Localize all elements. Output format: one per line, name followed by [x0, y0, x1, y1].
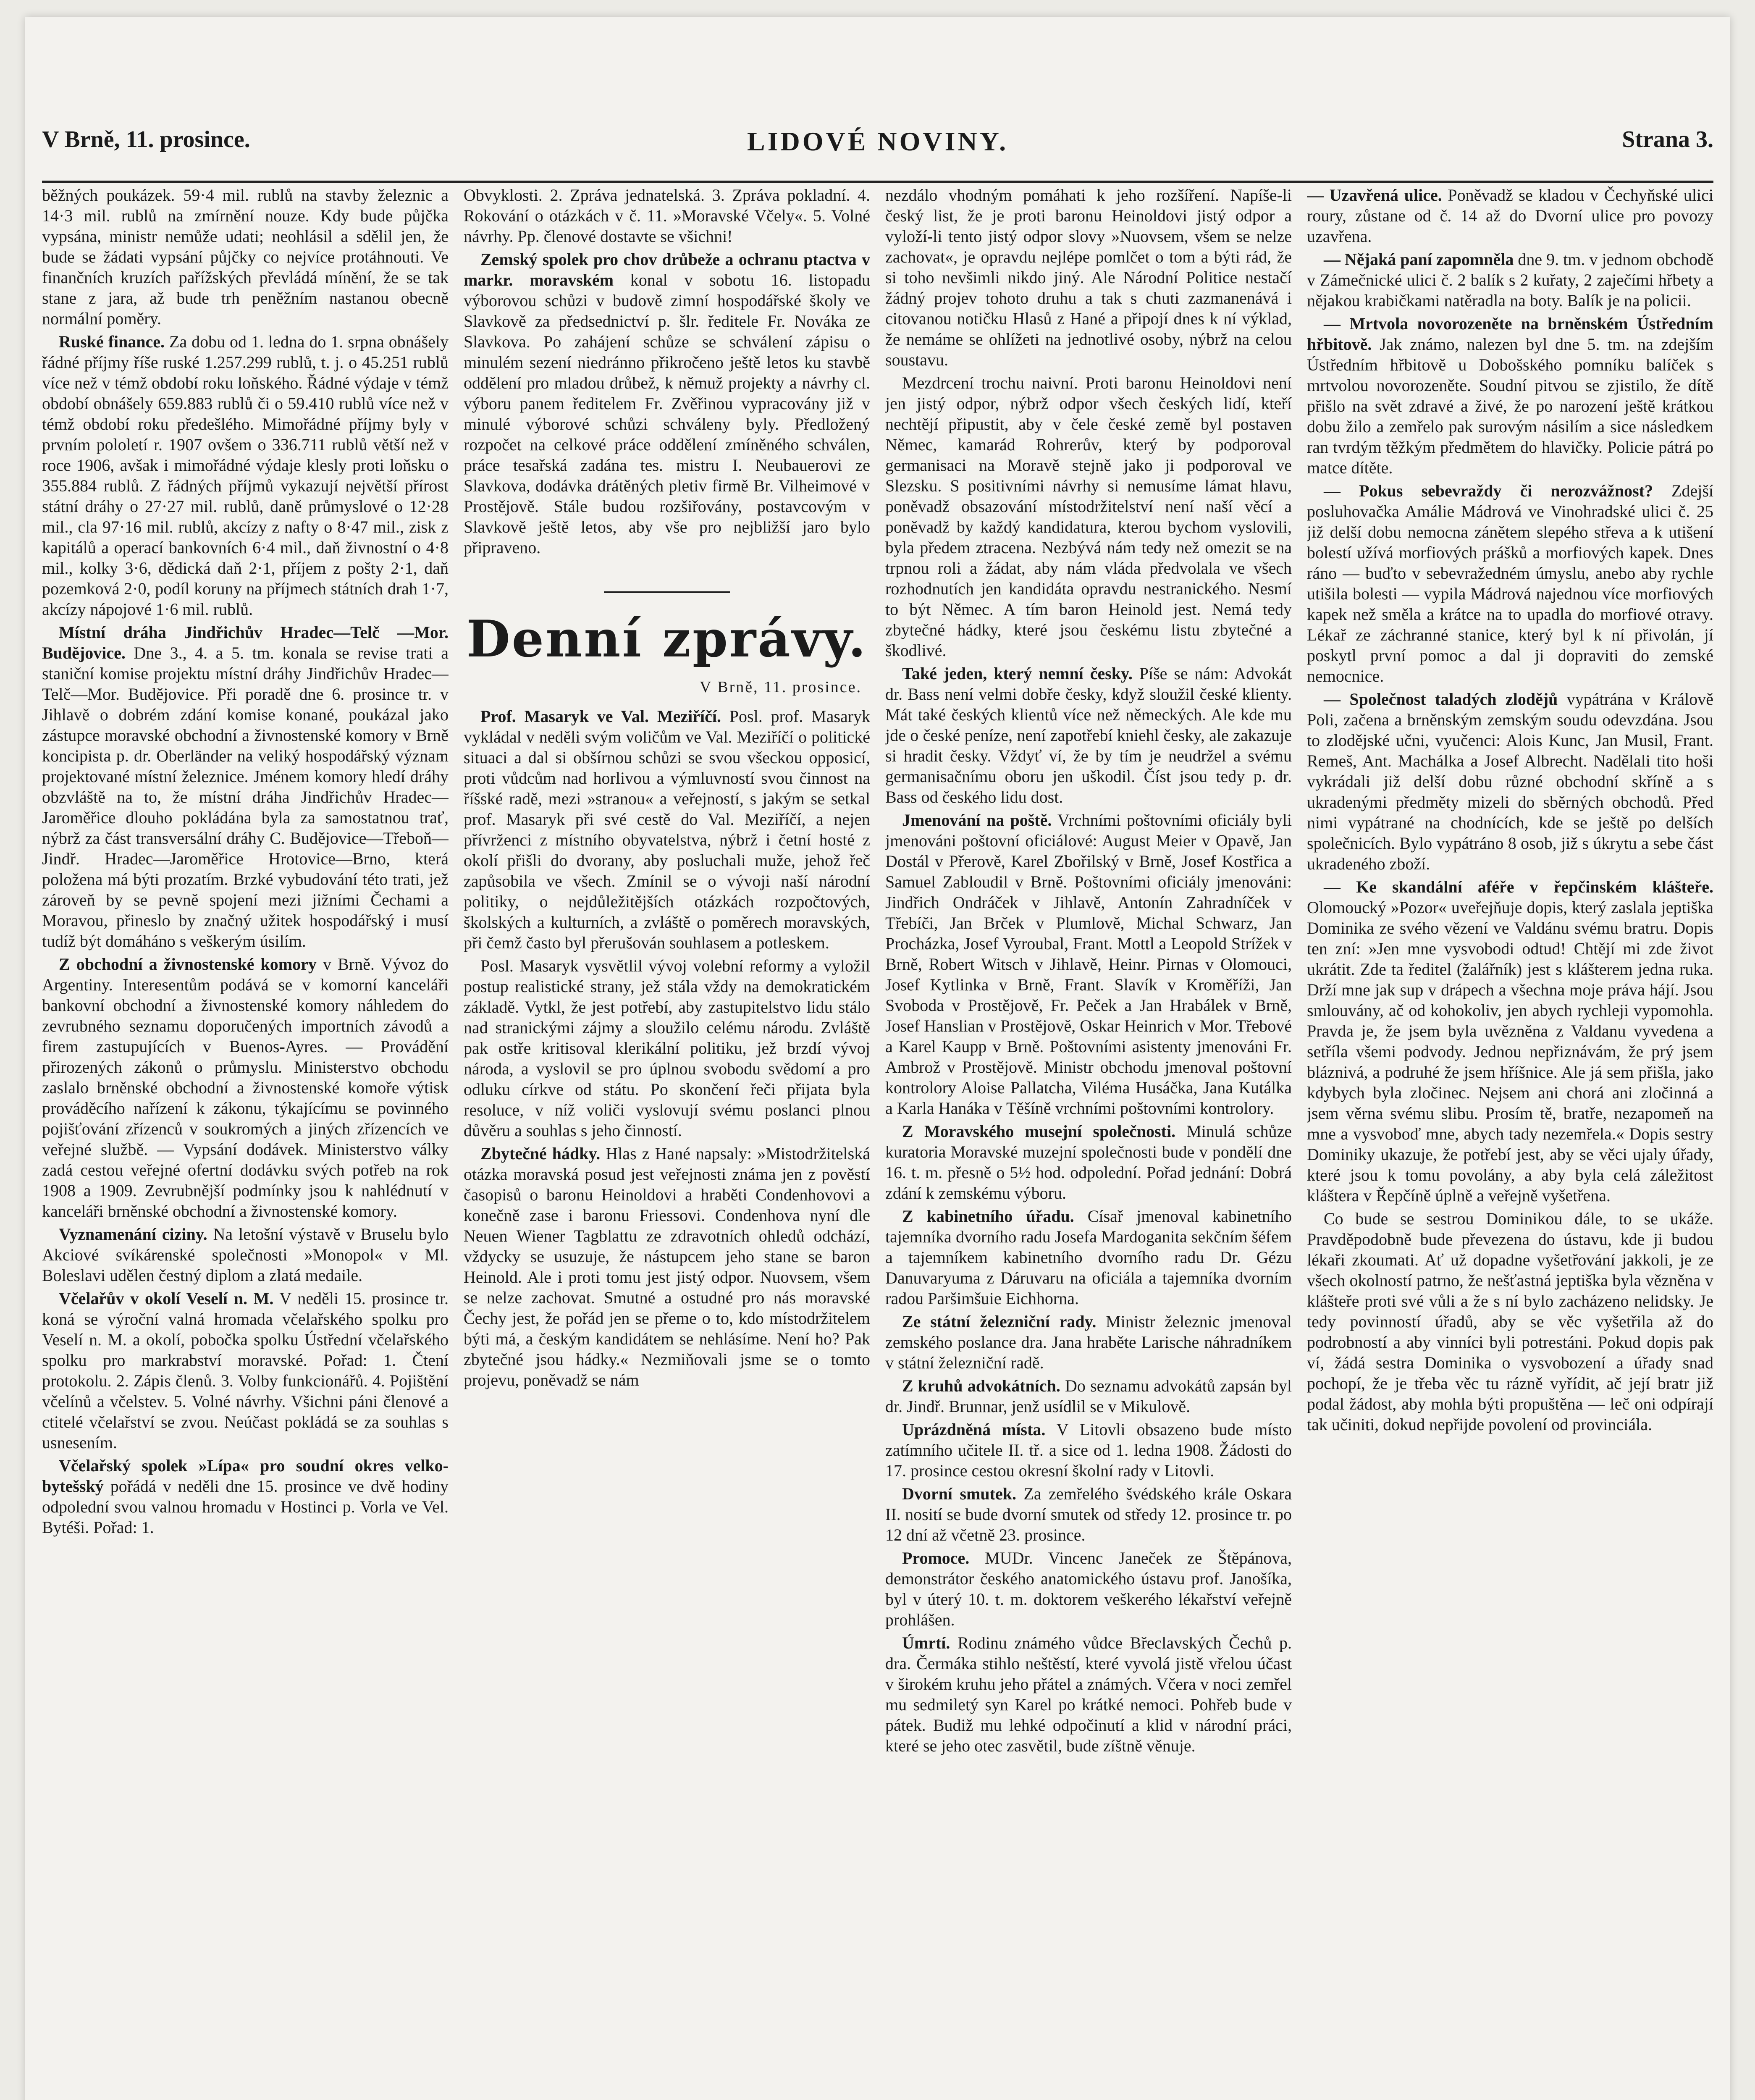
- article-body-text: Olomoucký »Pozor« uveřejňuje dopis, který zaslala jeptiška Dominika ze svého vězení ve Valdánu svému bratru. Dopis ten zní: »Jen mne vysvobodi odtud! Chtějí mi zde život ukrátit. Zde ta ředitel (žalářník) jest s klášterem jedna ruka. Drží mne jak sup v drápech a všechna moje práva hájí. Jsou smlouvány, ač od kohokoliv, jen abych rychleji vypomohla. Pravda je, že jsem byla uvězněna z Valdanu vyvedena a setříla všemi podvody. Jednou nepřiznávám, že prý jsem bláznivá, a podruhé že jsem hříšnice. Ale já sem přišla, jako kdybych byla zločinec. Nejsem ani chorá ani zločinná a jsem věrna svému slibu. Prosím tě, bratře, nezapomeň na mne a vysvoboď mne, abych tady nezemřela.« Dopis sestry Dominiky ukazuje, že potřebí jest, aby se věci ujaly úřady, které jsou k tomu povolány, a aby byla celá záležitost kláštera v Řepčíně úplně a veřejně vyšetřena.: [1307, 898, 1713, 1205]
- article-body-text: Rodinu známého vůdce Břeclavských Čechů p. dra. Čermáka stihlo neštěstí, které vyvolá jistě vřelou účast v širokém kruhu jeho přátel a známých. Včera v noci zemřel mu sedmiletý syn Karel po krátké nemoci. Pohřeb bude v pátek. Budiž mu lehké odpočinutí a klid v národní práci, které se jeho otec zasvětil, bude zíštně věnuje.: [885, 1633, 1292, 1755]
- article-body-text: Posl. prof. Masaryk vykládal v neděli svým voličům ve Val. Meziříčí o politické situaci a dal si obšírnou schůzi se svou všeckou opposicí, proti vůdcům nad horlivou a výmluvností svou činnost na říšské radě, mezi »stranou« a veřejností, s jakým se setkal prof. Masaryk při své cestě do Val. Meziříčí, a nejen přívrženci z místního obyvatelstva, nýbrž i četní hosté z okolí přišli do dvorany, aby posluchali muže, jehož řeč zapůsobila ve všech. Zmínil se o vývoji naší národní politiky, o nejdůležitějších otázkách rozpočtových, školských a kulturních, a zvláště o poměrech moravských, při čemž často byl přerušován souhlasem a potleskem.: [464, 707, 870, 952]
- column-1: [42, 185, 449, 2100]
- article-body-text: Na letošní výstavě v Bruselu bylo Akciové svíkárenské společnosti »Monopol« v Ml. Boleslavi udělen čestný diplom a zlatá medaile.: [42, 1225, 449, 1285]
- article-paragraph: [42, 1224, 449, 1286]
- page-edge-mark: [1713, 42, 1730, 126]
- article-headline: — Pokus sebevraždy či nerozvážnost?: [1324, 481, 1653, 500]
- article-paragraph: [464, 185, 870, 247]
- article-paragraph: [885, 1376, 1292, 1417]
- article-body-text: Co bude se sestrou Dominikou dále, to se ukáže. Pravděpodobně bude převezena do ústavu, kde ji budou lékaři zkoumati. Ať už dopadne vyšetřování jakkoli, je ze všech okolností patrno, že nešťastná jeptiška byla vězněna v klášteře proti své vůli a že s ní bylo zacházeno nelidsky. Je tedy povinností úřadů, aby se věc vyšetřila až do podrobností a aby vinníci byli potrestáni. Pokud dopis pak ví, žádá sestra Dominika o vysvobození a úřady snad pochopí, že je třeba věc tu rázně vyřídit, ač její bratr již podal žádost, aby mohla býti propuštěna — leč oni odpírají tak učiniti, dokud nepřijde povolení od provinciála.: [1307, 1209, 1713, 1434]
- article-body-text: MUDr. Vincenc Janeček ze Štěpánova, demonstrátor českého anatomického ústavu prof. Janošíka, byl v úterý 10. t. m. doktorem veškerého lékařství veřejně prohlášen.: [885, 1549, 1292, 1629]
- article-headline: Z Moravského musejní společnosti.: [902, 1122, 1176, 1141]
- article-paragraph: [42, 1455, 449, 1538]
- article-body-text: V neděli 15. prosince tr. koná se výroční valná hromada včelařského spolku pro Veselí n. M. a okolí, pobočka spolku Ústřední včelařského spolku pro markrabství moravské. Pořad: 1. Čtení protokolu. 2. Zápis členů. 3. Volby funkcionářů. 4. Pojištění včelínů a včelstev. 5. Volné návrhy. Všichni páni členové a ctitelé včelařství se zvou. Neúčast pokládá se za souhlas s usnesením.: [42, 1289, 449, 1452]
- article-paragraph: [42, 954, 449, 1221]
- article-headline: Místní dráha Jindřichův Hradec—Telč —Mor. Budějovice.: [42, 623, 449, 662]
- article-headline: — Uzavřená ulice.: [1307, 186, 1442, 205]
- article-headline: Ruské finance.: [59, 332, 165, 351]
- section-divider: [604, 591, 730, 593]
- article-body-text: nezdálo vhodným pomáhati k jeho rozšíření. Napíše-li český list, že je proti baronu Heinoldovi jistý odpor a vyloží-li tento jistý odpor slovy »Nuovsem, všem se nelze zachovat«, je opravdu nejlépe pomlčet o tom a býti rád, že si toho nevšimli nikdo jiný. Ale Národní Politice nestačí žádný projev tohoto druhu a tak s chuti zazmanenává i citovanou notičku Hlasů z Hané a připojí dnes k ní výklad, že nemáme se ohlížeti na jednotlivé osoby, nýbrž na celou soustavu.: [885, 186, 1292, 369]
- article-body-text: Obvyklosti. 2. Zpráva jednatelská. 3. Zpráva pokladní. 4. Rokování o otázkách v č. 11. »Moravské Včely«. 5. Volné návrhy. Pp. členové dostavte se všichni!: [464, 186, 870, 246]
- article-body-text: Císař jmenoval kabinetního tajemníka dvorního radu Josefa Mardoganita sekčním šéfem a tajemníkem kabinetního dvorního radu Dr. Gézu Danuvaryuma z Dáruvaru na oficiála a tajemníka dvorním radou Paršimšuie Eichhorna.: [885, 1207, 1292, 1308]
- article-headline: Uprázdněná místa.: [902, 1420, 1046, 1439]
- masthead-dateline: V Brně, 11. prosince.: [42, 126, 250, 152]
- article-paragraph: [464, 706, 870, 953]
- article-paragraph: [885, 185, 1292, 370]
- article-headline: — Společnost taladých zlodějů: [1324, 690, 1558, 709]
- masthead-title: LIDOVÉ NOVINY.: [747, 126, 1009, 156]
- article-paragraph: [1307, 313, 1713, 478]
- article-body-text: V Litovli obsazeno bude místo zatímního učitele II. tř. a sice od 1. ledna 1908. Žádosti do 17. prosince cestou okresní školní rady v Litovli.: [885, 1420, 1292, 1480]
- article-headline: Včelařův v okolí Veselí n. M.: [59, 1289, 274, 1308]
- article-paragraph: [885, 1121, 1292, 1203]
- article-headline: Prof. Masaryk ve Val. Meziříčí.: [480, 707, 721, 726]
- article-columns: [42, 185, 1713, 2100]
- article-paragraph: [42, 185, 449, 329]
- article-body-text: Posl. Masaryk vysvětlil vývoj volební reformy a vyložil postup realistické strany, jež stála vždy na demokratickém základě. Vytkl, že jest potřebí, aby zastupitelstvo lidu stálo nad stranickými zájmy a sloužilo celému národu. Zvláště pak ostře kritisoval klerikální politiku, jež brzdí vývoj národa, a vyslovil se pro úplnou svobodu svědomí a pro odluku církve od státu. Po skončení řeči přijata byla resoluce, v níž voliči vyslovují svému poslanci plnou důvěru a souhlas s jeho činností.: [464, 956, 870, 1140]
- article-paragraph: [885, 1311, 1292, 1373]
- masthead-page-number: Strana 3.: [1622, 126, 1713, 152]
- article-headline: Z obchodní a živnostenské komory: [59, 955, 317, 974]
- article-body-text: Hlas z Hané napsaly: »Mistodržitelská otázka moravská posud jest veřejnosti známa jen z pověstí časopisů o baronu Heinoldovi a hraběti Condenhovovi a konečně zase i baronu Friessovi. Condenhova nyní dle Neuen Wiener Tagblattu ze zdravotních ohledů odchází, vždycky se usuzuje, že nástupcem jeho stane se baron Heinold. Ale i proti tomu jest jistý odpor. Nuovsem, všem se nelze zachovat. Smutné a ostudné pro nás moravské Čechy jest, že pořád jen se přeme o to, kdo místodržitelem býti má, a českým kandidátem se nehlásíme. Není ho? Pak zbytečné jsou hádky.« Nezmiňovali jsme se o tomto projevu, poněvadž se nám: [464, 1144, 870, 1389]
- article-headline: Jmenování na poště.: [902, 811, 1052, 830]
- article-paragraph: [885, 1548, 1292, 1630]
- article-paragraph: [885, 1206, 1292, 1309]
- article-paragraph: [885, 1633, 1292, 1756]
- article-paragraph: [1307, 249, 1713, 311]
- article-paragraph: [1307, 1208, 1713, 1435]
- article-body-text: Za dobu od 1. ledna do 1. srpna obnášely řádné příjmy říše ruské 1.257.299 rublů, t. j. o 45.251 rublů více než v témž období roku loňského. Řádné výdaje v témž období obnášely 659.883 rublů či o 59.410 rublů více než v témž období roku předešlého. Mimořádné příjmy byly v prvním pololetí r. 1907 ovšem o 336.711 rublů větší než v roce 1906, avšak i mimořádné výdaje klesly proti loňsku o 355.884 rublů. Z řádných příjmů vykazují největší přírost státní dráhy o 27·27 mil. rublů, daně průmyslové o 12·28 mil., cla 97·16 mil. rublů, akcízy z nafty o 8·47 mil., zisk z kapitálů a operací bankovních 6·4 mil., daň živnostní o 4·8 mil., kolky 3·6, dědická daň 2·1, příjem z pošty 2·1, daň pozemková 2·0, podíl koruny na příjmech státních drah 1·7, akcízy nápojové 1·6 mil. rublů.: [42, 332, 449, 619]
- article-headline: Zemský spolek pro chov drůbeže a ochranu ptactva v markr. moravském: [464, 250, 870, 289]
- article-paragraph: [885, 810, 1292, 1118]
- article-headline: Zbytečné hádky.: [480, 1144, 601, 1163]
- column-3: [885, 185, 1292, 2100]
- article-body-text: Ministr železnic jmenoval zemského poslance dra. Jana hraběte Larische náhradníkem v státní železniční radě.: [885, 1312, 1292, 1372]
- article-headline: Úmrtí.: [902, 1633, 950, 1652]
- article-body-text: Mezdrcení trochu naivní. Proti baronu Heinoldovi není jen jistý odpor, nýbrž odpor všech českých lidí, kteří nechtějí připustit, aby v čele české země byl postaven Němec, kamarád Rohrerův, který by podporoval germanisaci na Moravě stejně jako ji podporoval ve Slezsku. S positivními návrhy si nemusíme lámat hlavu, poněvadž obsazování místodržitelství není naší věcí a poněvadž by každý kandidatura, kterou bychom vyslovili, byla předem ztracena. Nezbývá nám tedy než omezit se na trpnou roli a žádat, aby nám vláda předvolala ve všech rozhodnutích jen kandidáta opravdu nestranického. Nesmí to být Němec. A tím baron Heinold jest. Nemá tedy zbytečné hádky, které jsou českému listu zbytečné a škodlivé.: [885, 373, 1292, 660]
- article-body-text: Minulá schůze kuratoria Moravské muzejní společnosti bude v pondělí dne 16. t. m. přesně o 5½ hod. odpolední. Pořad jednání: Dobrá zdání k zemskému výboru.: [885, 1122, 1292, 1202]
- column-4: [1307, 185, 1713, 2100]
- article-headline: Dvorní smutek.: [902, 1484, 1016, 1503]
- article-body-text: Píše se nám: Advokát dr. Bass není velmi dobře česky, když sloužil české klienty. Mát také českých klientů více než německých. Ale kde mu jde o české peníze, není zapotřebí kniehl česky, ale zakazuje si hradit česky. Vždyť ví, že by tím je neudržel a svému germanisačnímu oboru jen uškodil. Číst jsou tedy p. dr. Bass od českého lidu dost.: [885, 664, 1292, 806]
- article-paragraph: [1307, 689, 1713, 874]
- article-body-text: Vrchními poštovními oficiály byli jmenováni poštovní oficiálové: August Meier v Opavě, Jan Dostál v Přerově, Karel Zbořilský v Brně, Josef Kostřica a Samuel Zabloudil v Brně. Poštovními oficiály jmenováni: Jindřich Ondráček v Jihlavě, Antonín Zahradníček v Třebíči, Jan Brček v Plumlově, Michal Schwarz, Jan Procházka, Josef Vyroubal, Frant. Mottl a Leopold Strížek v Brně, Robert Witsch v Jihlavě, Heinr. Pirnas v Olomouci, Josef Kytlinka v Brně, Frant. Slavík v Kroměříži, Jan Svoboda v Prostějově, Fr. Peček a Jan Hrabálek v Brně, Josef Hanslian v Prostějově, Oskar Heinrich v Mor. Třebové a Karel Kaupp v Brně. Poštovními asistenty jmenováni Fr. Ambrož v Prostějově. Ministr obchodu jmenoval poštovní kontrolory Aloise Pallatcha, Viléma Husáčka, Jana Kutálka a Karla Hanáka v Těšíně vrchními poštovními kontrolory.: [885, 811, 1292, 1118]
- article-headline: Z kruhů advokátních.: [902, 1376, 1060, 1395]
- newspaper-page: [25, 17, 1730, 2100]
- article-headline: — Nějaká paní zapomněla: [1324, 250, 1514, 269]
- article-paragraph: [1307, 480, 1713, 686]
- article-paragraph: [42, 331, 449, 620]
- article-body-text: konal v sobotu 16. listopadu výborovou schůzi v budově zimní hospodářské školy ve Slavkově za předsednictví p. šlr. ředitele Fr. Nováka ze Slavkova. Po zahájení schůze se schválení zápisu o minulém sezení niedránno přikročeno ještě letos ku stavbě oddělení pro mladou drůbež, k němuž projekty a návrhy cl. výboru panem ředitelem Fr. Zvěřinou vypracovány již v minulé výborové schůzi schváleny byly. Předložený rozpočet na celkové práce oddělení zmíněného schválen, práce tesařská zadána tes. mistru I. Neubauerovi ze Slavkova, dodávka drátěných pletiv firmě Br. Vilheimové v Prostějově. Stále budou rozšiřovány, postavcovým v Slavkově ještě letos, aby vše pro nejbližší jaro bylo připraveno.: [464, 270, 870, 557]
- article-paragraph: [885, 1483, 1292, 1545]
- masthead: [42, 122, 1713, 183]
- article-paragraph: [885, 663, 1292, 807]
- article-body-text: pořádá v neděli dne 15. prosince ve dvě hodiny odpolední svou valnou hromadu v Hostinci p. Vorla ve Vel. Bytéši. Pořad: 1.: [42, 1477, 449, 1537]
- article-body-text: Za zemřelého švédského krále Oskara II. nosití se bude dvorní smutek od středy 12. prosince tr. po 12 dní až včetně 23. prosince.: [885, 1484, 1292, 1544]
- article-headline: Včelařský spolek »Lípa« pro soudní okres velko-bytešský: [42, 1456, 449, 1496]
- article-paragraph: [1307, 185, 1713, 247]
- article-body-text: Jak známo, nalezen byl dne 5. tm. na zdejším Ústředním hřbitově u Dobošského pomníku balíček s mrtvolou novorozeněte. Soudní pitvou se zjistilo, že dítě přišlo na svět zdravé a živé, že po narození ještě krátkou dobu žilo a zemřelo pak surovým násilím a sice následkem ran tvrdým těžkým předmětem do hlavičky. Policie pátrá po matce dítěte.: [1307, 335, 1713, 477]
- article-paragraph: [1307, 877, 1713, 1206]
- article-paragraph: [42, 622, 449, 951]
- article-paragraph: [464, 1143, 870, 1390]
- article-body-text: Dne 3., 4. a 5. tm. konala se revise trati a staniční komise projektu místní dráhy Jindřichův Hradec—Telč—Mor. Budějovice. Při poradě dne 6. prosince tr. v Jihlavě o dobrém zdání komise konané, poukázal jako zástupce moravské obchodní a živnostenské komory v Brně koncipista p. dr. Oberländer na veliký hospodářský význam projektované místní železnice. Jménem komory hledí dráhy obzvláště na to, že místní dráha Jindřichův Hradec—Jaroměřice dlouho pokládána byla za samostatnou trať, nýbrž za část transversální dráhy C. Budějovice—Třeboň—Jindř. Hradec—Jaroměřice Hrotovice—Brno, která položena má býti prozatím. Brzké vybudování této trati, jež zároveň by se pevně spojení mezi jižními Čechami a Moravou, přineslo by značný užitek hospodářský i musí tudíž být domáháno s veškerým úsilím.: [42, 643, 449, 950]
- article-paragraph: [885, 1419, 1292, 1481]
- column-2: [464, 185, 870, 2100]
- section-title: Denní zprávy.: [466, 609, 868, 669]
- article-headline: Promoce.: [902, 1549, 970, 1567]
- article-body-text: dne 9. tm. v jednom obchodě v Zámečnické ulici č. 2 balík s 2 kuřaty, 2 zaječími hřbety a nějakou krabičkami natěradla na boty. Balík je na policii.: [1307, 250, 1713, 310]
- article-body-text: Poněvadž se kladou v Čechyňské ulici roury, zůstane od č. 14 až do Dvorní ulice pro povozy uzavřena.: [1307, 186, 1713, 246]
- article-body-text: Do seznamu advokátů zapsán byl dr. Jindř. Brunnar, jenž usídlil se v Mikulově.: [885, 1376, 1292, 1416]
- article-headline: Vyznamenání ciziny.: [59, 1225, 207, 1244]
- article-paragraph: [464, 249, 870, 558]
- article-paragraph: [885, 373, 1292, 661]
- article-headline: Z kabinetního úřadu.: [902, 1207, 1074, 1226]
- article-body-text: běžných poukázek. 59·4 mil. rublů na stavby železnic a 14·3 mil. rublů na zmírnění nouze. Kdy bude půjčka vypsána, ministr nemůže udati; neohlásil a sdělil jen, že bude se žádati vypsání půjčky co nejvíce protáhnouti. Ve finančních kruzích pařížských převládá mínění, že se tak stane z jara, až bude trh peněžním nastanou obecně normální poměry.: [42, 186, 449, 328]
- article-headline: Také jeden, který nemní česky.: [902, 664, 1133, 683]
- section-dateline: V Brně, 11. prosince.: [700, 678, 862, 696]
- article-body-text: vypátrána v Králově Poli, začena a brněnským zemským soudu odevzdána. Jsou to zlodějské učni, vyučenci: Alois Kunc, Jan Musil, Frant. Remeš, Ant. Machálka a Josef Albrecht. Nadělali tito hoši vykrádali již delší dobu různé obchodní skříně a s ukradenými předměty mizeli do sběrných obchodů. Před nimi vypátrané na chodnících, kde se ještě po delších společnicích. Bylo vypátráno 8 osob, již s úkrytu a sebe část ukradeného zboží.: [1307, 690, 1713, 873]
- article-headline: Ze státní železniční rady.: [902, 1312, 1097, 1331]
- article-body-text: v Brně. Vývoz do Argentiny. Interesentům podává se v komorní kanceláři bankovní obchodní a živnostenské komory náhledem do zevrubného seznamu doporučených importních závodů a firem zastupujících v Buenos-Ayres. — Provádění přirozených zákonů o průmyslu. Ministerstvo obchodu zaslalo brněnské obchodní a živnostenské komoře výtisk prováděcího nařízení k zákonu, týkajícímu se povinného pojišťování zřízenců v soukromých a jiných zřízencích ve veřejné službě. — Vypsání dodávek. Ministerstvo války zadá cestou veřejné ofertní dodávku svých potřeb na rok 1908 a 1909. Zevrubnější podmínky jsou k nahlédnutí v kanceláři brněnské obchodní a živnostenské komory.: [42, 955, 449, 1221]
- article-body-text: Zdejší posluhovačka Amálie Mádrová ve Vinohradské ulici č. 25 již delší dobu nemocna zánětem slepého střeva a k utišení bolestí užívá morfiových prášků a morfiových kapek. Dnes ráno — buďto v sebevražedném úmyslu, anebo aby rychle utišila bolesti — vypila Mádrová najednou více morfiových kapek než směla a krátce na to upadla do morfiové otravy. Lékař ze záchranné stanice, který byl k ní přivolán, jí poskytl první pomoc a dal ji dopraviti do zemské nemocnice.: [1307, 481, 1713, 685]
- article-paragraph: [42, 1288, 449, 1453]
- article-headline: — Mrtvola novorozeněte na brněnském Ústředním hřbitově.: [1307, 314, 1713, 354]
- article-headline: — Ke skandální aféře v řepčinském klášteře.: [1324, 877, 1713, 896]
- article-paragraph: [464, 956, 870, 1141]
